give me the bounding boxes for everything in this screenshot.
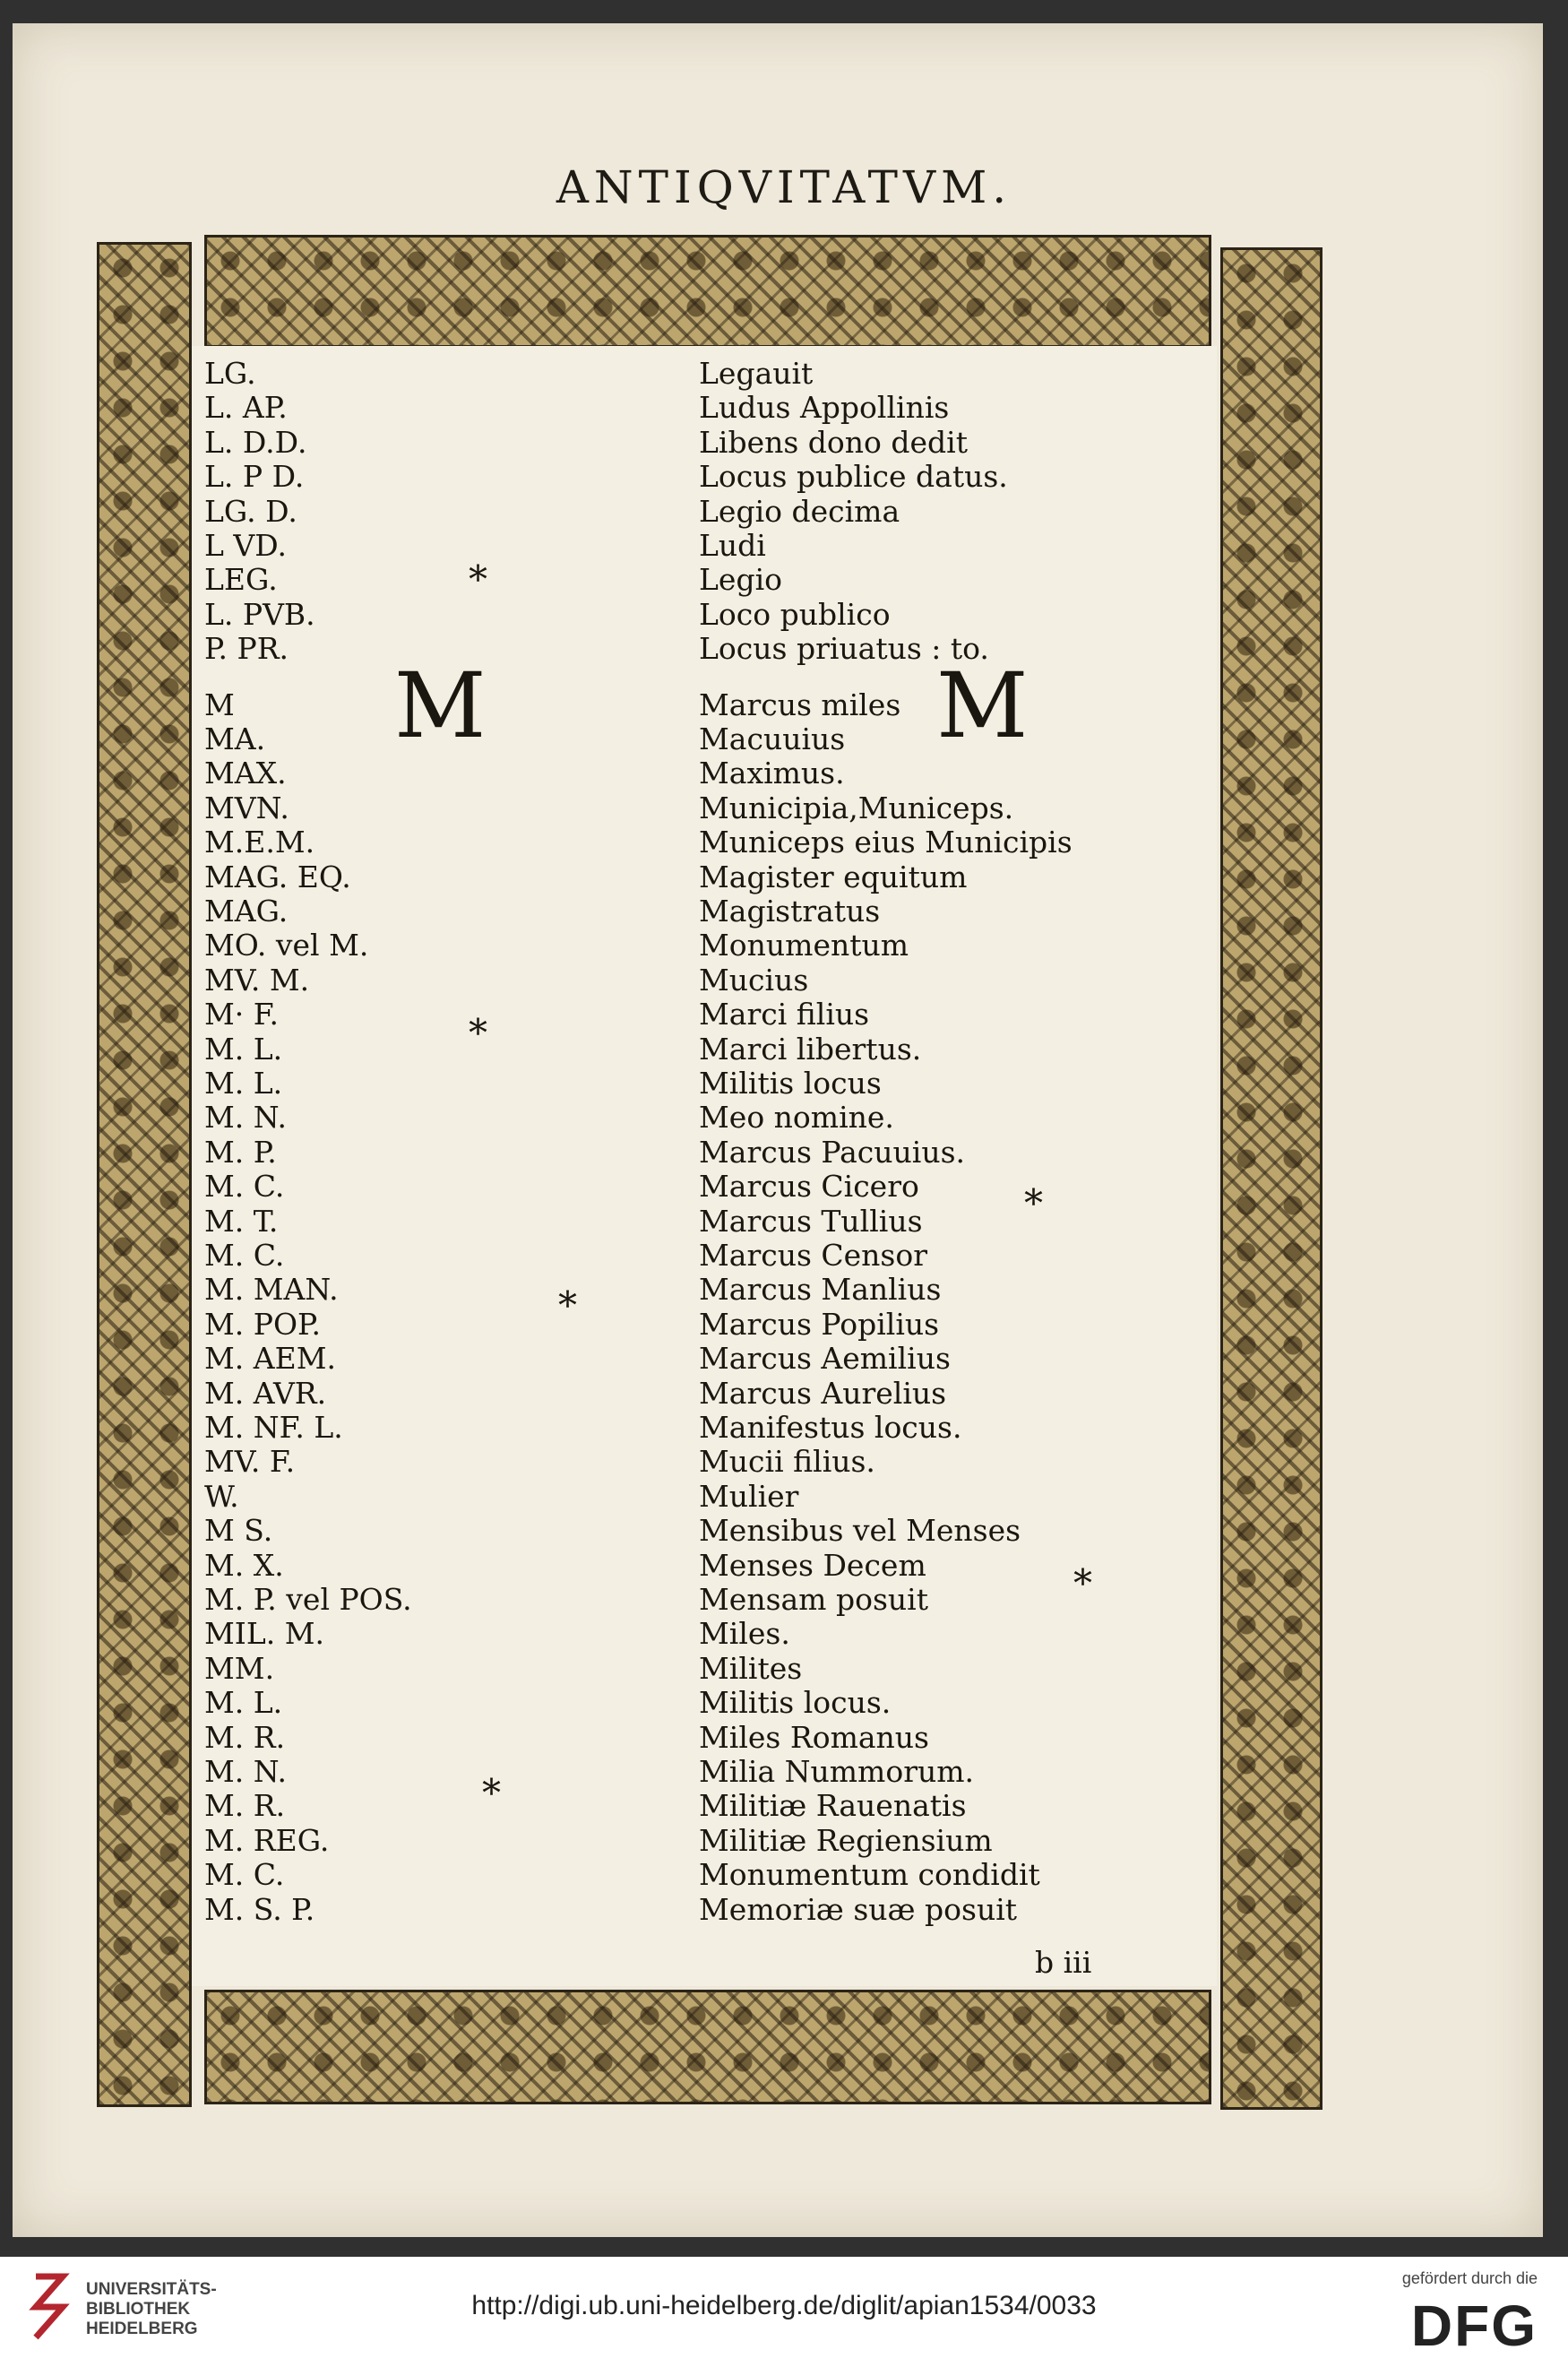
entry-expansion: Marcus Tullius [699, 1203, 923, 1239]
entry-expansion: Loco publico [699, 596, 891, 632]
entry-abbreviation: M. N. [204, 1100, 288, 1136]
entry-expansion: Marcus Popilius [699, 1306, 940, 1342]
entry-expansion: Legio [699, 562, 782, 598]
library-name: UNIVERSITÄTS- BIBLIOTHEK HEIDELBERG [86, 2280, 217, 2338]
entry-expansion: Milia Nummorum. [699, 1754, 975, 1789]
entry-abbreviation: M. C. [204, 1857, 285, 1893]
asterisk-mark: * [469, 557, 487, 601]
entry-abbreviation: M. C. [204, 1238, 285, 1273]
entry-expansion: Militiæ Regiensium [699, 1822, 993, 1858]
entry-expansion: Maximus. [699, 756, 845, 791]
signature-mark: b iii [1035, 1945, 1092, 1980]
asterisk-mark: * [1024, 1181, 1043, 1225]
entry-expansion: Marcus Aurelius [699, 1375, 947, 1411]
asterisk-mark: * [558, 1283, 577, 1327]
entry-expansion: Monumentum [699, 928, 909, 963]
entry-abbreviation: L. P D. [204, 459, 305, 495]
entry-expansion: Menses Decem [699, 1547, 926, 1583]
entry-abbreviation: M. P. [204, 1134, 277, 1170]
entry-expansion: Marcus Censor [699, 1238, 928, 1273]
entry-abbreviation: M. L. [204, 1685, 283, 1721]
entry-expansion: Miles Romanus [699, 1719, 929, 1755]
entry-expansion: Memoriæ suæ posuit [699, 1891, 1018, 1927]
ornament-border-right [1220, 247, 1322, 2110]
entry-expansion: Magistratus [699, 894, 881, 929]
entry-abbreviation: M. AEM. [204, 1341, 336, 1377]
section-letter-right: M [936, 653, 1029, 758]
entry-abbreviation: M. L. [204, 1066, 283, 1101]
entry-abbreviation: M. C. [204, 1169, 285, 1205]
entry-abbreviation: M. R. [204, 1788, 286, 1824]
entry-expansion: Militis locus [699, 1066, 882, 1101]
entry-abbreviation: MO. vel M. [204, 928, 369, 963]
entry-expansion: Ludus Appollinis [699, 390, 950, 426]
entry-expansion: Macuuius [699, 721, 846, 756]
entry-abbreviation: P. PR. [204, 631, 289, 667]
entry-expansion: Locus publice datus. [699, 459, 1008, 495]
entry-abbreviation: M. N. [204, 1754, 288, 1789]
entry-expansion: Legauit [699, 356, 814, 391]
entry-expansion: Marcus Aemilius [699, 1341, 951, 1377]
entry-expansion: Municipia,Municeps. [699, 790, 1014, 825]
entry-abbreviation: M. L. [204, 1031, 283, 1067]
ornament-border-bottom [204, 1990, 1211, 2104]
entry-abbreviation: L. D.D. [204, 424, 307, 460]
entry-abbreviation: M· F. [204, 997, 280, 1032]
dfg-logo: DFG [1410, 2294, 1538, 2358]
entry-abbreviation: L. AP. [204, 390, 288, 426]
entry-abbreviation: MIL. M. [204, 1616, 324, 1652]
entry-expansion: Mulier [699, 1478, 799, 1514]
entry-expansion: Manifestus locus. [699, 1410, 962, 1445]
entry-abbreviation: MV. F. [204, 1444, 296, 1480]
entry-expansion: Marci filius [699, 997, 870, 1032]
entry-abbreviation: MM. [204, 1650, 275, 1686]
entry-abbreviation: M. X. [204, 1547, 284, 1583]
entry-expansion: Meo nomine. [699, 1100, 894, 1136]
source-url-link[interactable]: http://digi.ub.uni-heidelberg.de/diglit/apian1534/0033 [471, 2291, 1097, 2320]
asterisk-mark: * [469, 1011, 487, 1055]
entry-abbreviation: L VD. [204, 528, 288, 563]
entry-abbreviation: M. S. P. [204, 1891, 315, 1927]
entry-expansion: Mucius [699, 962, 809, 998]
ornament-border-left [97, 242, 192, 2107]
entry-abbreviation: M. NF. L. [204, 1410, 343, 1445]
entry-abbreviation: M. POP. [204, 1306, 322, 1342]
entry-abbreviation: M. MAN. [204, 1272, 339, 1308]
entry-expansion: Monumentum condidit [699, 1857, 1040, 1893]
entry-expansion: Ludi [699, 528, 766, 563]
entry-expansion: Marcus Cicero [699, 1169, 919, 1205]
entry-abbreviation: M S. [204, 1513, 273, 1549]
entry-expansion: Legio decima [699, 493, 900, 529]
entry-expansion: Marcus miles [699, 687, 901, 722]
entry-abbreviation: M.E.M. [204, 825, 315, 860]
entry-expansion: Mensam posuit [699, 1582, 928, 1617]
entry-abbreviation: M. R. [204, 1719, 286, 1755]
entry-abbreviation: L. PVB. [204, 596, 315, 632]
entry-abbreviation: MVN. [204, 790, 289, 825]
section-letter-left: M [394, 653, 487, 758]
page-title: ANTIQVITATVM. [556, 161, 1012, 213]
ornament-border-top [204, 235, 1211, 348]
entry-abbreviation: MA. [204, 721, 266, 756]
entry-expansion: Marci libertus. [699, 1031, 922, 1067]
entry-expansion: Militis locus. [699, 1685, 892, 1721]
entry-abbreviation: LG. [204, 356, 256, 391]
entry-abbreviation: M. REG. [204, 1822, 330, 1858]
entry-expansion: Magister equitum [699, 859, 968, 894]
entry-abbreviation: MV. M. [204, 962, 310, 998]
entry-expansion: Mucii filius. [699, 1444, 875, 1480]
entry-expansion: Locus priuatus : to. [699, 631, 989, 667]
entry-abbreviation: M [204, 687, 235, 722]
entry-abbreviation: MAG. EQ. [204, 859, 351, 894]
entry-expansion: Milites [699, 1650, 803, 1686]
entry-abbreviation: M. AVR. [204, 1375, 327, 1411]
entry-abbreviation: LG. D. [204, 493, 297, 529]
entry-expansion: Marcus Pacuuius. [699, 1134, 966, 1170]
entry-expansion: Miles. [699, 1616, 790, 1652]
entry-expansion: Marcus Manlius [699, 1272, 942, 1308]
entry-expansion: Libens dono dedit [699, 424, 968, 460]
entry-expansion: Mensibus vel Menses [699, 1513, 1021, 1549]
entry-abbreviation: MAG. [204, 894, 289, 929]
asterisk-mark: * [1073, 1561, 1092, 1605]
entry-expansion: Municeps eius Municipis [699, 825, 1073, 860]
entry-expansion: Militiæ Rauenatis [699, 1788, 967, 1824]
funding-note: gefördert durch die [1401, 2269, 1538, 2287]
footer [0, 2257, 1568, 2367]
entry-abbreviation: M. T. [204, 1203, 279, 1239]
entry-abbreviation: MAX. [204, 756, 287, 791]
entry-abbreviation: W. [204, 1478, 239, 1514]
entry-abbreviation: LEG. [204, 562, 278, 598]
asterisk-mark: * [482, 1771, 501, 1815]
entry-abbreviation: M. P. vel POS. [204, 1582, 412, 1617]
